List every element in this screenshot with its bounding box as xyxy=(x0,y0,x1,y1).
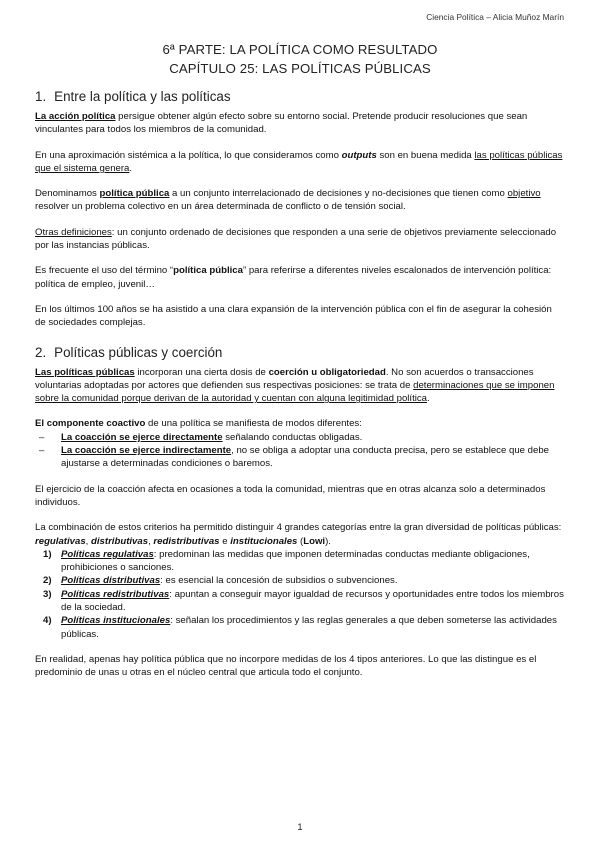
category-term: regulativas xyxy=(35,535,86,547)
paragraph-text: . xyxy=(427,393,430,405)
category-term: redistributivas xyxy=(153,535,220,547)
separator: , xyxy=(85,535,92,547)
paragraph xyxy=(35,521,565,548)
list-number: 3) xyxy=(43,588,52,600)
paragraph-text: ). xyxy=(325,535,331,547)
paragraph: En los últimos 100 años se ha asistido a una clara expansión de la intervención pública con el fin de asegurar la cohesión de sociedades complejas. xyxy=(35,303,552,329)
category-term: Políticas regulativas xyxy=(61,548,154,560)
part-title: 6ª PARTE: LA POLÍTICA COMO RESULTADO xyxy=(162,42,438,57)
paragraph-text: . xyxy=(129,162,133,174)
underlined-text: las políticas públicas que el sistema genera xyxy=(35,149,563,174)
section-title: Entre la política y las políticas xyxy=(54,89,231,104)
paragraph-text: En una aproximación sistémica a la política, lo que consideramos como xyxy=(35,149,342,161)
page-number: 1 xyxy=(297,821,303,832)
underlined-text: Otras definiciones xyxy=(35,226,112,238)
list-item-text: señalando conductas obligadas. xyxy=(222,431,363,443)
list-item-text: : apuntan a conseguir mayor igualdad de recursos y oportunidades entre todos los miembros de la sociedad. xyxy=(61,588,564,614)
coaction-list xyxy=(35,431,565,471)
section-title: Políticas públicas y coerción xyxy=(54,344,223,360)
paragraph xyxy=(35,417,565,430)
paragraph xyxy=(35,149,565,176)
key-term: La coacción se ejerce directamente xyxy=(61,431,223,443)
content xyxy=(35,89,565,692)
title-block xyxy=(0,40,600,78)
category-term: institucionales xyxy=(230,535,298,547)
paragraph-text: ( xyxy=(297,535,304,547)
category-term: distributivas xyxy=(91,535,149,547)
key-term: La acción política xyxy=(35,111,116,122)
list-number: 1) xyxy=(43,548,52,560)
paragraph-text: ” para referirse a diferentes niveles escalonados de intervención política: política de empleo, juvenil… xyxy=(35,265,552,290)
list-number: 4) xyxy=(43,615,52,627)
section-1-heading xyxy=(35,89,565,105)
category-term: Políticas institucionales xyxy=(61,615,171,627)
paragraph xyxy=(35,226,565,253)
paragraph xyxy=(35,366,565,406)
paragraph-text: : un conjunto ordenado de decisiones que responden a una serie de objetivos previamente seleccionado por las instancias públicas. xyxy=(35,226,557,252)
key-term: Las políticas públicas xyxy=(35,366,135,378)
paragraph-text: Es frecuente el uso del término “ xyxy=(35,265,174,277)
list-item xyxy=(35,431,565,444)
emphasis: outputs xyxy=(341,149,377,161)
paragraph-text: La combinación de estos criterios ha permitido distinguir 4 grandes categorías entre la gran diversidad de políticas públicas: xyxy=(35,522,562,534)
key-term: política pública xyxy=(99,188,170,200)
list-item-text: : es esencial la concesión de subsidios o subvenciones. xyxy=(160,575,398,587)
category-term: Políticas redistributivas xyxy=(61,588,170,600)
paragraph-text: a un conjunto interrelacionado de decisiones y no-decisiones que tienen como xyxy=(169,188,508,200)
paragraph-text: persigue obtener algún efecto sobre su entorno social. Pretende producir resoluciones que sean vinculantes para todos los miembros de la comunidad. xyxy=(35,111,528,136)
section-number: 1. xyxy=(35,89,47,104)
underlined-text: objetivo xyxy=(507,188,541,200)
paragraph xyxy=(35,187,565,214)
dash-bullet: – xyxy=(39,445,45,457)
paragraph-text: son en buena medida xyxy=(376,149,475,161)
bold-text: coerción u obligatoriedad xyxy=(268,366,386,378)
paragraph-text: de una política se manifiesta de modos diferentes: xyxy=(145,418,362,430)
separator: , xyxy=(148,535,154,547)
dash-bullet: – xyxy=(39,431,45,443)
author-name: Lowi xyxy=(303,535,326,547)
paragraph: El ejercicio de la coacción afecta en ocasiones a toda la comunidad, mientras que en otras alcanza solo a determinados individuos. xyxy=(35,483,546,508)
chapter-title: CAPÍTULO 25: LAS POLÍTICAS PÚBLICAS xyxy=(169,61,431,76)
paragraph-text: . No son acuerdos o transacciones voluntarias adoptadas por actores que defienden sus respectivas posiciones: se trata de xyxy=(35,366,534,391)
key-term: política pública xyxy=(173,265,243,277)
list-item-text: : predominan las medidas que imponen determinadas conductas mediante obligaciones, prohibiciones o sanciones. xyxy=(61,548,530,574)
section-2-heading xyxy=(35,345,565,361)
list-item xyxy=(35,614,565,641)
category-term: Políticas distributivas xyxy=(61,575,161,587)
list-item-text: , no se obliga a adoptar una conducta precisa, pero se establece que debe ajustarse a determinadas condiciones o baremos. xyxy=(61,445,549,470)
section-number: 2. xyxy=(35,344,47,360)
list-item xyxy=(35,574,565,587)
paragraph xyxy=(35,110,565,137)
paragraph: En realidad, apenas hay política pública que no incorpore medidas de los 4 tipos anteriores. Lo que las distingue es el predominio de unas u otras en el núcleo central que articula todo el conjunto. xyxy=(35,653,537,679)
running-header: Ciencia Política – Alicia Muñoz Marín xyxy=(426,12,564,22)
list-item xyxy=(35,444,565,471)
list-item xyxy=(35,588,565,615)
paragraph-text: incorporan una cierta dosis de xyxy=(134,366,269,378)
separator: e xyxy=(219,535,231,547)
list-item xyxy=(35,548,565,575)
list-number: 2) xyxy=(43,575,52,587)
list-item-text: : señalan los procedimientos y las reglas generales a que deben someterse las actividades públicas. xyxy=(61,615,557,640)
paragraph xyxy=(35,264,565,291)
key-term: La coacción se ejerce indirectamente xyxy=(61,445,232,457)
bold-text: El componente coactivo xyxy=(35,418,146,430)
paragraph-text: resolver un problema colectivo en un área determinada de conflicto o de tensión social. xyxy=(35,201,406,213)
categories-list xyxy=(35,548,565,641)
paragraph-text: Denominamos xyxy=(35,188,100,200)
underlined-text: determinaciones que se imponen sobre la comunidad porque derivan de la autoridad y cuentan con alguna legitimidad política xyxy=(35,379,555,405)
